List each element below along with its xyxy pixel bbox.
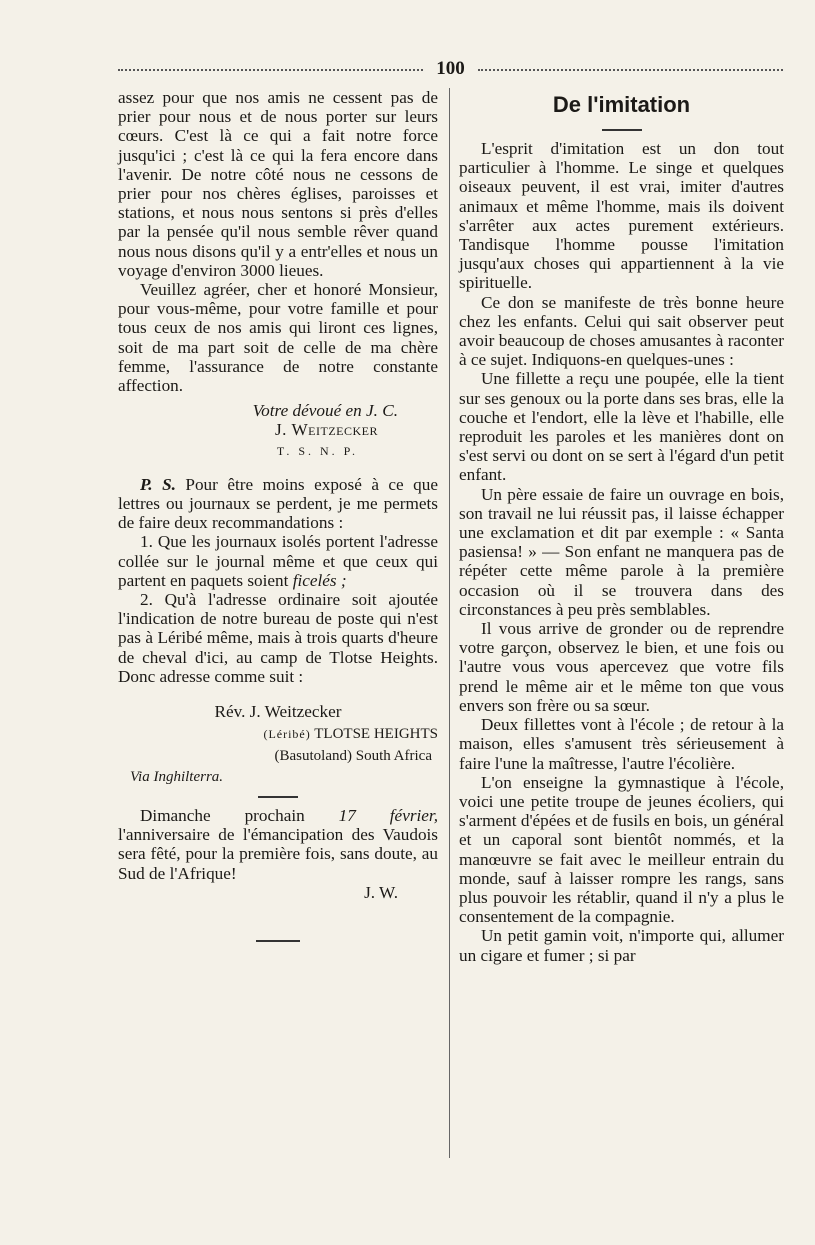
left-column <box>118 88 438 950</box>
page-number: 100 <box>436 58 465 79</box>
postscript-text: Pour être moins exposé à ce que lettres ou journaux se perdent, je me permets de faire deux recommandations : <box>118 474 438 533</box>
page-header <box>118 58 783 80</box>
address-place: TLOTSE HEIGHTS <box>314 726 438 743</box>
letter-paragraph-2: Veuillez agréer, cher et honoré Monsieur, pour vous-même, pour votre famille et pour tous ceux de nos amis qui liront ces lignes, soit de ma part soit de celle de ma chère femme, l'assurance de notre constante affection. <box>118 280 438 396</box>
closing-text-end: l'anniversaire de l'émancipation des Vaudois sera fêté, pour la première fois, sans doute, au Sud de l'Afrique! <box>118 825 438 883</box>
right-column <box>459 88 784 965</box>
article-paragraph-1: L'esprit d'imitation est un don tout particulier à l'homme. Le singe et quelques oiseaux peuvent, il est vrai, imiter d'autres animaux et même l'homme, mais ils doivent s'arrêter aux actes purement extérieurs. Tandisque l'homme pousse l'imitation jusqu'aux choses qui appartiennent à la vie spirituelle. <box>459 139 784 293</box>
letter-signature-name: J. Weitzecker <box>274 420 378 440</box>
end-separator <box>256 940 300 942</box>
postscript-label: P. S. <box>140 474 176 494</box>
closing-text-start: Dimanche prochain <box>140 805 339 825</box>
address-line-3: (Basutoland) South Africa <box>274 747 432 764</box>
section-separator <box>258 796 298 798</box>
article-paragraph-2: Ce don se manifeste de très bonne heure chez les enfants. Celui qui sait observer peut avoir beaucoup de choses amusantes à raconter à ce sujet. Indiquons-en quelques-unes : <box>459 292 784 370</box>
article-paragraph-4: Un père essaie de faire un ouvrage en bois, son travail ne lui réussit pas, il laisse échapper une exclamation et dit par exemple : « Santa pasiensa! » — Son enfant ne manquera pas de répéter cette même parole à la première occasion où il se trouvera dans des circonstances à peu près semblables. <box>459 484 784 619</box>
recommendation-1-text: 1. Que les journaux isolés portent l'adresse collée sur le journal même et que ceux qui partent en paquets soient <box>118 532 438 590</box>
title-separator <box>602 129 642 131</box>
letter-signoff: Votre dévoué en J. C. <box>252 401 398 421</box>
closing-date: 17 février, <box>338 805 438 825</box>
closing-signature: J. W. <box>364 882 398 902</box>
address-name: Rév. J. Weitzecker <box>214 702 342 722</box>
article-paragraph-3: Une fillette a reçu une poupée, elle la tient sur ses genoux ou la porte dans ses bras, elle la couche et l'endort, elle la lève et l'habille, elle reproduit les paroles et les manières dont on s'est servi ou dont on se sert à l'égard d'un petit enfant. <box>459 369 784 485</box>
address-line-2 <box>118 725 438 744</box>
letter-paragraph-1: assez pour que nos amis ne cessent pas de prier pour nous et de nous porter sur leurs cœurs. C'est là ce qui a fait notre force jusqu'ici ; c'est là ce qui la fera encore dans l'avenir. De notre côté nous ne cessons de prier pour nos chères églises, paroisses et stations, et nous nous sentons si près d'elles par la pensée qu'il nous semble rêver quand nous nous disons qu'il y a entr'elles et nous un voyage d'environ 3000 lieues. <box>118 88 438 280</box>
address-line-4: Via Inghilterra. <box>130 768 224 785</box>
recommendation-2: 2. Qu'à l'adresse ordinaire soit ajoutée l'indication de notre bureau de poste qui n'est pas à Léribé même, mais à trois quarts d'heure de cheval d'ici, au camp de Tlotse Heights. Donc adresse comme suit : <box>118 590 438 686</box>
postscript-paragraph <box>118 475 438 533</box>
article-paragraph-8: Un petit gamin voit, n'importe qui, allumer un cigare et fumer ; si par <box>459 926 784 965</box>
address-district: (Léribé) <box>263 727 311 742</box>
article-paragraph-6: Deux fillettes vont à l'école ; de retour à la maison, elles s'amusent très sérieusement à faire l'une la maîtresse, l'autre l'écolière. <box>459 715 784 773</box>
article-paragraph-7: L'on enseigne la gymnastique à l'école, voici une petite troupe de jeunes écoliers, qui s'arment d'épées et de fusils en bois, un général et un caporal sont bientôt nommés, et la manœuvre se fait avec le meilleur entrain du monde, sauf à laisser rompre les rangs, sans plus pouvoir les rétablir, quand il n'y a plus le consentement de la compagnie. <box>459 772 784 927</box>
article-paragraph-5: Il vous arrive de gronder ou de reprendre votre garçon, observez le bien, et une fois ou l'autre vous vous apercevez que votre fils prend le même air et le même ton que vous envers son frère ou sa sœur. <box>459 619 784 715</box>
article-title: De l'imitation <box>552 92 691 117</box>
column-divider <box>449 88 450 1158</box>
header-rule-left <box>118 69 423 71</box>
recommendation-1 <box>118 532 438 590</box>
header-rule-right <box>478 69 783 71</box>
recommendation-1-emphasis: ficelés ; <box>292 570 347 590</box>
letter-signature-initials: T. S. N. P. <box>276 443 358 458</box>
closing-paragraph <box>118 806 438 883</box>
